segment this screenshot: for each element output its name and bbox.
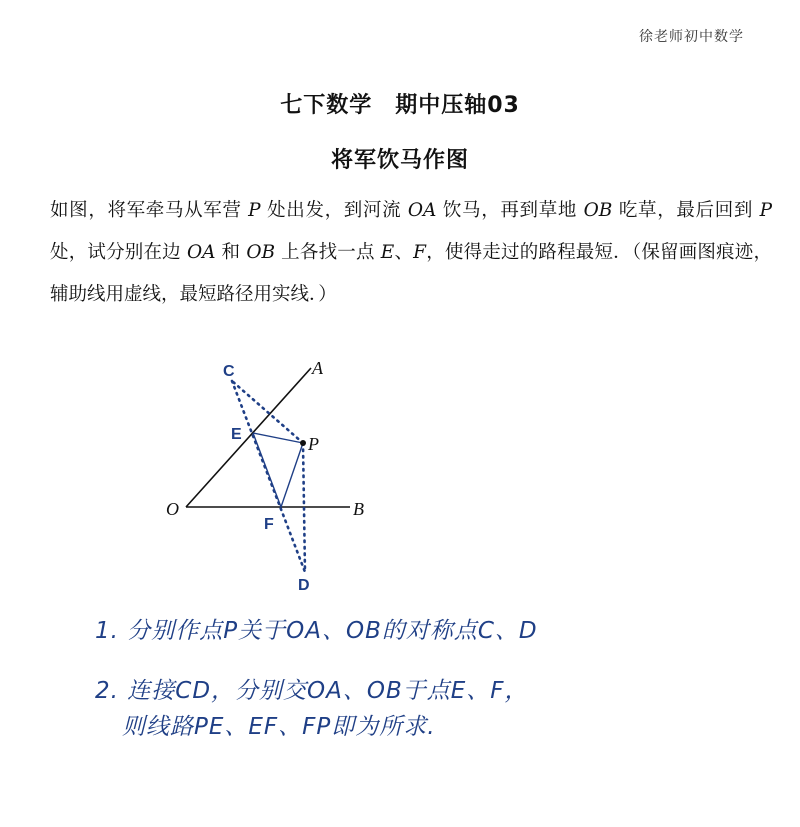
label-F: F: [264, 516, 274, 533]
ray-OA-ref: OA: [407, 200, 437, 221]
page-subtitle: 将军饮马作图: [330, 148, 469, 173]
problem-text-5: 处，试分别在边: [50, 242, 187, 263]
problem-text-1: 如图，将军牵马从军营: [50, 200, 249, 221]
path-EF: [253, 433, 281, 507]
label-C: C: [223, 363, 235, 380]
ray-OB-ref: OB: [583, 200, 613, 221]
label-D: D: [298, 577, 310, 594]
label-P: P: [308, 434, 319, 454]
problem-text-9: ，使得走过的路程最短．（保留画图痕迹，辅助线用虚线，最短路径用实线．）: [50, 242, 772, 305]
point-P-dot: [300, 440, 306, 446]
brand-watermark: 徐老师初中数学: [639, 29, 744, 45]
path-PE: [253, 433, 303, 443]
problem-text-7: 上各找一点: [275, 242, 381, 263]
problem-text-2: 处出发，到河流: [260, 200, 408, 221]
ray-OA-ref-2: OA: [186, 242, 216, 263]
solution-step-1: 1. 分别作点P关于OA、OB的对称点C、D: [95, 618, 538, 644]
solution-step-2: 2. 连接CD，分别交OA、OB于点E、F，: [95, 678, 529, 704]
problem-text-4: 吃草，最后回到: [612, 200, 760, 221]
label-A: A: [312, 358, 323, 378]
label-B: B: [353, 499, 364, 519]
path-FP: [281, 443, 303, 507]
point-P-ref: P: [248, 200, 261, 221]
label-E: E: [231, 426, 242, 443]
ray-OB-ref-2: OB: [246, 242, 276, 263]
aux-line-PD: [303, 443, 305, 572]
problem-text-6: 和: [215, 242, 247, 263]
problem-text-8: 、: [394, 242, 414, 263]
page-title: 七下数学 期中压轴03: [280, 93, 520, 118]
point-E-ref: E: [380, 242, 395, 263]
label-O: O: [166, 499, 179, 519]
ray-OA: [186, 368, 311, 507]
point-F-ref: F: [413, 242, 427, 263]
point-P-ref-2: P: [759, 200, 773, 221]
problem-text-3: 饮马，再到草地: [436, 200, 584, 221]
solution-conclusion: 则线路PE、EF、FP即为所求.: [122, 714, 436, 740]
aux-line-CD: [232, 381, 305, 572]
